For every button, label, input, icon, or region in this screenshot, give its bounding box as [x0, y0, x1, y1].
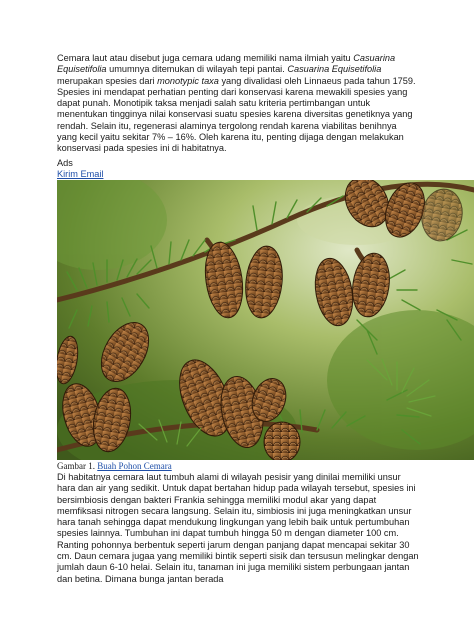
- ads-label: Ads: [57, 158, 73, 168]
- habitat-paragraph: Di habitatnya cemara laut tumbuh alami di wilayah pesisir yang dinilai memiliki unsur hara dan air yang sedikit. Untuk dapat bertahan hidup pada wilayah tersebut, spesies ini bersimbiosis dengan bakteri Frankia sehingga memiliki modul akar yang dapat memfiksasi nitrogen secara langsung. Selain itu, simbiosis ini juga meningkatkan unsur hara tanah sehingga dapat mendukung lingkungan yang lebih baik untuk pertumbuhan spesies lainnya. Tumbuhan ini dapat tumbuh hingga 50 m dengan diameter 100 cm. Ranting pohonnya berbentuk seperti jarum dengan panjang dapat mencapai sekitar 30 cm. Daun cemara jugaa yang memiliki bintik seperti sisik dan tersusun melingkar dengan jumlah daun 6-10 helai. Selain itu, tanaman ini juga memiliki sistem perbungaan jantan dan betina. Dimana bunga jantan berada: [57, 472, 419, 584]
- intro-text-4: yang divalidasi oleh Linnaeus pada tahun 1759. Spesies ini mendapat perhatian penting dari konservasi karena mewakili spesies yang dapat punah. Monotipik taksa menjadi salah satu kriteria pertimbangan untuk menentukan tingginya nilai konservasi suatu spesies karena diversitas genetiknya yang rendah. Selain itu, regenerasi alaminya tergolong rendah karena viabilitas benihnya yang kecil yaitu sekitar 7% – 16%. Oleh karena itu, penting dijaga dengan melakukan konservasi pada spesies ini di habitatnya.: [57, 75, 416, 154]
- pine-cone-photo: [57, 180, 474, 460]
- send-email-link[interactable]: Kirim Email: [57, 169, 104, 179]
- figure-caption-label: Gambar 1.: [57, 461, 98, 471]
- pine-cone-illustration: [57, 180, 474, 460]
- intro-text-1: Cemara laut atau disebut juga cemara udang memiliki nama ilmiah yaitu: [57, 53, 354, 63]
- figure-caption: [57, 461, 172, 472]
- intro-paragraph: [57, 53, 417, 155]
- intro-text-3: merupakan spesies dari: [57, 75, 158, 86]
- figure-caption-link[interactable]: Buah Pohon Cemara: [97, 461, 172, 471]
- scientific-name-1: Casuarina Equisetifolia: [57, 53, 396, 75]
- intro-text-2: umumnya ditemukan di wilayah tepi pantai.: [106, 64, 288, 75]
- scientific-name-2: Casuarina Equisetifolia: [287, 64, 382, 75]
- monotypic-taxa-term: monotypic taxa: [157, 75, 219, 86]
